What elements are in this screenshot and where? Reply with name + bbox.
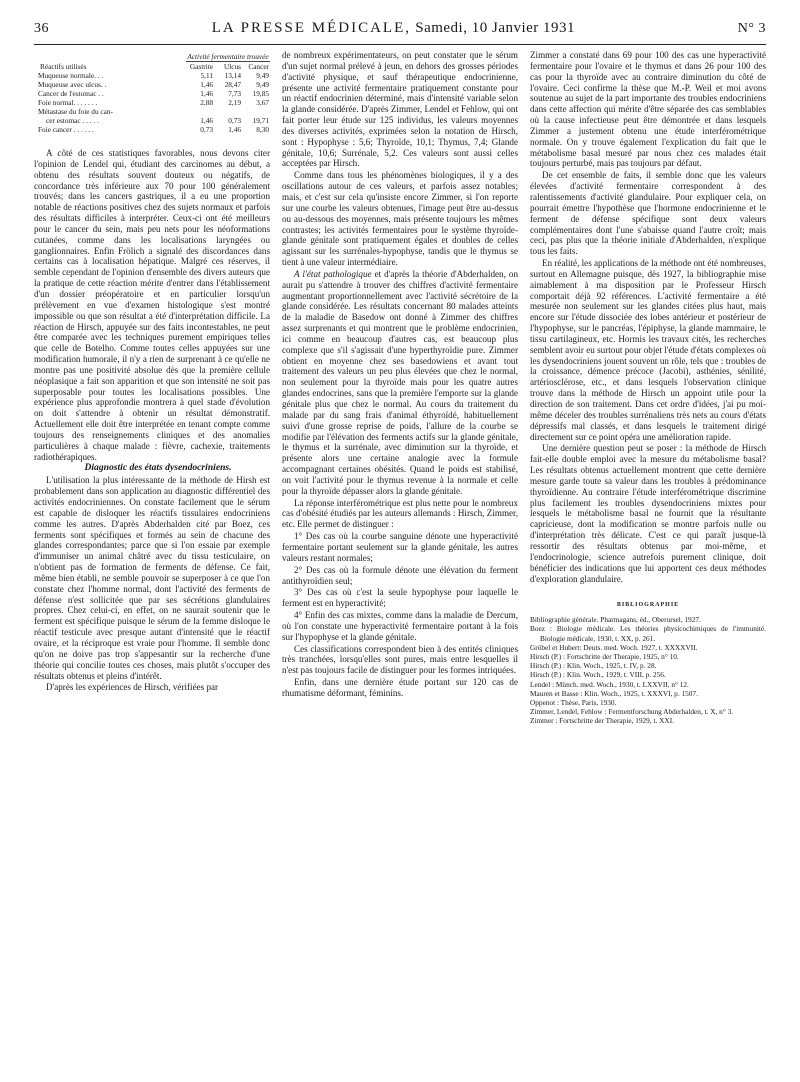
bibliography-item: Mauren et Basse : Klin. Woch., 1925, t. XXXVI, p. 1507. (530, 688, 698, 698)
table-row: Cancer de l'estomac . . 1,46 7,73 19,85 (38, 89, 269, 98)
paragraph: En réalité, les applications de la méthode ont été nombreuses, surtout en Allemagne puisque, dès 1927, la bibliographie mise aimablement à ma disposition par le Professeur Hirsch comportait déjà 92 références. L'activité fermentaire a été mesurée non seulement sur les glandes citées plus haut, mais encore sur l'étude dissociée des lobes antérieur et postérieur de l'hypophyse, sur le pancréas, l'épiphyse, la glande mammaire, le tissu cartilagineux, etc. Hormis les travaux cités, les recherches semblent avoir eu surtout pour objet l'étude d'états complexes où les dysendocriniens jouent souvent un rôle, tels que : troubles de la croissance, démence précoce (Jacobi), asthénies, sénilité, artériosclérose, etc., et dans lesquels l'observation clinique trouve dans la méthode de Hirsch un appoint utile pour la direction de son traitement. Dans cet ordre d'idées, j'ai pu moi-même déceler des troubles surrénaliens très nets au cours d'états dépressifs mal classés, et dans lesquels le traitement dirigé directement sur ce point opéra une amélioration rapide. (530, 258, 766, 442)
bibliography-item: Boez : Biologie médicale. Les théories physicochimiques de l'immunité. Biologie médicale, 1930, t. XX, p. 261. (530, 624, 766, 643)
paragraph: La réponse interférométrique est plus nette pour le nombreux cas d'obésité étudiés par les auteurs allemands : Hirsch, Zimmer, etc. Elle permet de distinguer : (282, 497, 518, 530)
bibliography-item: Hirsch (P.) : Klin. Woch., 1925, t. IV, p. 28. (530, 661, 657, 671)
column-2 (282, 50, 518, 1050)
bibliography-item: Zimmer, Lendel, Fehlow : Fermentforschung Abderhalden, t. X, n° 3. (530, 707, 734, 717)
column-1 (34, 50, 270, 1050)
paragraph: Ces classifications correspondent bien à des entités cliniques très tranchées, lorsqu'elles sont pures, mais entre lesquelles il n'est pas toujours facile de distinguer pour les formes intriquées. (282, 643, 518, 676)
page-number: 36 (34, 21, 49, 36)
fermentation-table (34, 52, 270, 134)
bibliography-item: Hirsch (P.) : Klin. Woch., 1929, t. VIII, p. 256. (530, 670, 666, 680)
paragraph: de nombreux expérimentateurs, on peut constater que le sérum d'un sujet normal prélevé à jeun, en dehors des grosses périodes d'activité physique, et sauf thérapeutique endocrinienne, présente une activité fermentaire pratiquement constante pour un réactif endocrinien déterminé, mais d'intensité variable selon la glande considérée. D'après Zimmer, Lendel et Fehlow, qui ont fait porter leur étude sur 125 individus, les valeurs moyennes des diverses activités, exprimées selon la notation de Hirsch, sont : Hypophyse : 5,6; Thyroïde, 10,1; Thymus, 7,4; Glande génitale, 10,6; Surrénale, 5,2. Ces valeurs sont aussi celles acceptées par Hirsch. (282, 50, 518, 169)
paragraph: 3° Des cas où c'est la seule hypophyse pour laquelle le ferment est en hyperactivité; (282, 587, 518, 609)
table-row: cer estomac . . . . . 1,46 0,73 19,71 (46, 116, 269, 125)
table-row: Muqueuse avec ulcus. . 1,46 28,47 9,49 (38, 80, 269, 89)
page-header (34, 20, 766, 42)
bibliography-item: Hirsch (P.) : Fortschritte der Therapie, 1925, n° 10. (530, 652, 679, 661)
table-col-ulcus: Ulcus (223, 62, 241, 71)
bibliography-item: Oppenot : Thèse, Paris, 1930. (530, 698, 617, 708)
table-col-cancer: Cancer (248, 62, 269, 71)
header-rule (34, 44, 766, 45)
bibliography-item: Gröbel et Hubert: Deuts. med. Woch. 1927, t. XXXXVII. (530, 642, 698, 652)
journal-header (212, 20, 575, 37)
paragraph: 2° Des cas où la formule dénote une élévation du ferment antithyroïdien seul; (282, 564, 518, 586)
paragraph: 4° Enfin des cas mixtes, comme dans la maladie de Dercum, où l'on constate une hyperactivité fermentaire portant à la fois sur l'hypophyse et la glande génitale. (282, 610, 518, 642)
paragraph: De cet ensemble de faits, il semble donc que les valeurs élevées d'activité fermentaire correspondent à des ralentissements d'activité glandulaire. Pour expliquer cela, on pourrait émettre l'hypothèse que l'hormone endocrinienne et le ferment de défense spécifique sont deux valeurs complémentaires dont l'une s'abaisse quand l'autre croît; mais ceci, pas plus que la théorie initiale d'Abderhalden, n'explique tous les faits. (530, 170, 766, 257)
table-group-header: Activité fermentaire trouvée (187, 52, 269, 61)
issue-date: Samedi, 10 Janvier 1931 (415, 20, 576, 36)
table-col-gastrite: Gastrite (189, 62, 213, 71)
italic-phrase: A l'état pathologique (294, 268, 372, 279)
table-row: Foie cancer . . . . . . 0,73 1,46 8,30 (38, 125, 269, 134)
table-row: Métastase du foie du can- (38, 107, 113, 116)
paragraph: Enfin, dans une dernière étude portant sur 120 cas de rhumatisme déformant, féminins. (282, 677, 518, 698)
paragraph: Une dernière question peut se poser : la méthode de Hirsch fait-elle double emploi avec la mesure du métabolisme basal? Les résultats obtenus actuellement montrent que cette dernière mesure garde toute sa valeur dans les troubles à prédominance thyroïdienne. Au contraire l'étude interférométrique discrimine plus facilement les troubles dysendocriniens mixtes pour lesquels le métabolisme basal ne fournit que la résultante capricieuse, dont la modification se montre parfois nulle ou d'interprétation très délicate. C'est ce qui paraît jusque-là ressortir des résultats obtenus par moi-même, et l'endocrinologie, science autrefois purement clinique, doit bénéficier des indications que lui apportent ces deux méthodes d'exploration glandulaire. (530, 443, 766, 584)
paragraph: L'utilisation la plus intéressante de la méthode de Hirsh est probablement dans son application au diagnostic différentiel des activités endocriniennes. On constate facilement que le sérum est capable de disloquer les réactifs tissulaires endocriniens comme les autres. D'après Abderhalden cité par Boez, ces ferments sont spécifiques et formés au sein de chacune des glandes correspondantes; parce que si l'on essaie par exemple d'immuniser un animal châtré avec du tissu testiculaire, on n'obtient pas de formation de ferments de défense. Ce fait, même bien établi, ne semble pouvoir se superposer à ce que l'on constate chez l'homme normal, dont l'activité des ferments de défense n'est sollicitée que par ses sécrétions glandulaires propres. Chez celui-ci, en effet, on ne saurait soutenir que le ferment est spécifique puisque le sérum de la femme disloque le réactif testicule avec presque autant d'intensité que le réactif ovaire, et la réciproque est vraie pour l'homme. Il semble donc qu'on ne doive pas trop s'appesantir sur la recherche d'une théorie qui concilie toutes ces choses, mais plutôt s'occuper des résultats obtenus et pleins d'intérêt. (34, 475, 270, 681)
table-row: Muqueuse normale. . . 5,11 13,14 9,49 (38, 71, 269, 80)
paragraph: A l'état pathologique et d'après la théorie d'Abderhalden, on aurait pu s'attendre à trouver des chiffres d'activité fermentaire augmentant proportionnellement avec l'activité sécrétoire de la glande considérée. Les résultats concernant 80 malades atteints de la maladie de Basedow ont donné à Zimmer des chiffres assez surprenants et qui montrent que le problème endocrinien, ici comme en beaucoup d'autres cas, est beaucoup plus complexe que s'il s'agissait d'une hyperthyroïdie pure. Zimmer obtient en moyenne chez ses basedowiens et avant tout traitement des valeurs un peu plus élevées que chez le normal, non seulement pour la thyroïde mais pour les quatre autres glandes endocrines, sans que la première l'emporte sur la glande génitale plus que chez le normal. Au cours du traitement du malade par du sang frais d'animal éthyroïdé, habituellement suivi d'une grosse reprise de poids, l'allure de la courbe se modifie par l'élévation des ferments actifs sur la glande génitale, le thymus et la surrénale, avec diminution sur la thyroïde, et présente alors une certaine analogie avec la formule accompagnant certaines obésités. Quand le poids est stabilisé, on voit l'activité pour le thymus revenue à la normale et celle pour la thyroïde dépasser alors la glande génitale. (282, 268, 518, 496)
paragraph: Comme dans tous les phénomènes biologiques, il y a des oscillations autour de ces valeurs, et parfois assez notables; mais, et c'est sur cela qu'insiste encore Zimmer, si l'on reporte sur une courbe les valeurs obtenues, l'image peut être au-dessus ou au-dessous des moyennes, mais présente toujours les mêmes contrastes; les activités fermentaires pour le système thyroïde-glande génitale sont pratiquement égales et doubles de celles agissant sur les surrénales-hypophyse, tandis que le thymus se tient à une valeur intermédiaire. (282, 170, 518, 268)
bibliography-title: BIBLIOGRAPHIE (616, 602, 680, 609)
paragraph: Zimmer a constaté dans 69 pour 100 des cas une hyperactivité fermentaire pour l'ovaire et le thymus et dans 26 pour 100 des cas pour la thyroïde avec au contraire diminution du côté de l'ovaire. Ceci confirme la thèse que M.-P. Weil et moi avons soutenue au sujet de la part importante des troubles endocriniens dans cette affection qui mérite d'être séparée des cas semblables où la cause infectieuse peut être démontrée et dans lesquels Zimmer a justement obtenu une étude interférométrique normale. On y trouve également l'explication du fait que le métabolisme basal mesuré par nous chez ces malades était toujours perturbé, mais pas toujours par défaut. (530, 50, 766, 169)
paragraph: 1° Des cas où la courbe sanguine dénote une hyperactivité fermentaire portant seulement sur la glande génitale, les autres valeurs restant normales; (282, 531, 518, 563)
column-3 (530, 50, 766, 1050)
bibliography-item: Zimmer : Fortschritte der Therapie, 1929, t. XXI. (530, 716, 674, 726)
article-columns (34, 50, 766, 1050)
bibliography-list (530, 615, 766, 725)
journal-title: LA PRESSE MÉDICALE, (211, 20, 411, 36)
issue-number: N° 3 (737, 21, 766, 36)
paragraph: A côté de ces statistiques favorables, nous devons citer l'opinion de Lendel qui, étudiant des carcinomes au début, a obtenu des résultats souvent douteux ou négatifs, de concordance très inférieure aux 70 pour 100 généralement trouvés; dans les cancers gastriques, il a eu une proportion notable de réactions positives chez des sujets normaux et parfois des résultats difficiles à interpréter. Ceux-ci ont été meilleurs pour le cancer du sein, mais peu nets pour les néoformations cutanées, comme dans les localisations laryngées ou ganglionnaires. Enfin Frölich a signalé des discordances dans certains cas à localisation hépatique. Malgré ces réserves, il semble cependant de l'opinion d'ensemble des divers auteurs que la pratique de cette réaction mérite d'entrer dans l'établissement d'un dossier préopératoire et en particulier lorsqu'un prélèvement en vue d'examen histologique s'est montré impossible ou que son résultat a été d'interprétation difficile. La réaction de Hirsch, appuyée sur des faits incontestables, ne peut être comparée avec les techniques purement empiriques telles que celle de Botelho. Comme toutes celles appuyées sur une modification humorale, il n'y a rien de surprenant à ce qu'elle ne montre pas une positivité absolue dès que la première cellule néoplasique a fait son apparition et que son intensité ne soit pas superposable pour toutes les localisations possibles. Une expérience plus approfondie montrera à quel stade d'évolution on doit s'attendre à obtenir un résultat démonstratif. Actuellement elle doit être interprétée en tenant compte comme toujours des renseignements cliniques et des anomalies particulières à chaque malade : fièvre, cachexie, traitements radiothérapiques. (34, 148, 270, 462)
paragraph: D'après les expériences de Hirsch, vérifiées par (46, 682, 219, 693)
bibliography-item: Lendel : Münch. med. Woch., 1930, t. LXXVII, n° 12. (530, 679, 689, 689)
bibliography-item: Bibliographie générale. Pharmagans, éd., Oberursel, 1927. (530, 615, 701, 625)
table-row: Foie normal. . . . . . . 2,88 2,19 3,67 (38, 98, 269, 107)
section-title: Diagnostic des états dysendocriniens. (84, 462, 232, 474)
table-col-reactifs: Réactifs utilisés (40, 61, 87, 71)
